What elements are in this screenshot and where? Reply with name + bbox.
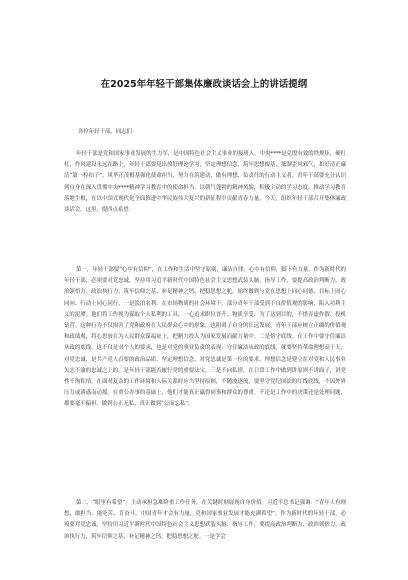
paragraph-second-point: 第二，“眼里有希望”，主动承担急难险重工作任务，在关键时刻展现自身价值。习近平总书记强调：“青年人有理想、敢担当、能吃苦、肯奋斗，中国青年才会有力量，党和国家事业发展才能充满希望”。作为新时代的年轻干部，必须要对党忠诚，坚持用习近平新时代中国特色社会主义思想武装头脑、指导工作，要提高政治判断力、政治领悟力、政治执行力，筑牢信仰之基、补足精神之钙、把稳思想之舵。一是学会 xyxy=(64,500,346,540)
document-title: 在2025年年轻干部集体廉政谈话会上的讲话提纲 xyxy=(100,79,308,90)
paragraph-first-point: 第一，年轻干部要“心中有信仰”，在工作和生活中坚守原则，廉洁自律。心中有信仰，脚下有力量。作为新时代的年轻干部，必须要对党忠诚，坚持用习近平新时代中国特色社会主义思想武装头脑，指导工作，要提高政治判断力、政治领悟力、政治执行力，筑牢信仰之基、补足精神之钙、把稳思想之舵，始终做到与党在思想上同心同德、目标上同心同向、行动上同心同行，一是淡泊名利。在市场物质的社会环境下，部分青年干部受到不良价值观的影响，陷入功利主义的泥潭。他们将工作视为谋取个人私利的工具，一心追求职位晋升、物质享受，为了达到目的，不惜弄虚作假、投机钻营。这种行为不仅损害了党和政府在人民群众心中的形象，也阻碍了自身的长远发展。青年干部应树立正确的价值观和政绩观，将心思放在为人民群众谋福祉上，把精力投入为国家发展而献力量中。二是恪守底线。在工作中要守住廉洁从政的底线，这不仅是对个人的要求，也是对党的事业负责的表现。守住廉洁从政的底线，就要坚持革命理想高于天，对党忠诚，是共产党人首要的政治品质，坚定理想信念，对党忠诚是第一位的要求。理想信念是建立在对党和人民事业矢志不渝的忠诚之上的。是年轻干部能否履行党的重要法宝，三是不向私情，在日常工作中做到讲原则不讲面子，讲党性不徇私情，在面对复杂的工作环境和人际关系时应当坚持原则，不随波逐流，要坚守党纪国法的红线底线，不因外界压力或诱惑而动摇。在重公办事的基础上，他们才能真正赢得同事和群众的尊重。不论是工作中的决策还是处理问题，都要毫不偏袒，做到公正无私、真正做到“公而忘私”。 xyxy=(64,267,346,408)
paragraph-intro: 年轻干部是党和国家事业发展的生力军，是中国特色社会主义事业的接班人。中央****是兑殷有效的铁规矩，硬杠杠，作风建设永远在路上，年轻干部要党出放好理论学习，坚定理想信念，筑牢思想根基，抵制歪风邪气，扣好清正廉洁“第一粒扣子”，风华正茂根基强化使命担当，努力在筑建动、做有理想、负责任的行动主义者。青年干部要充分认识到自身在深入贯彻中央****精神学习教育中的使命担当，以朝气蓬勃的精神风貌、积极主动的学习态度，推动学习教育落地生根，在以中国式现代化全面推进中华民族伟大复兴的新征程中贡献青春力量。今天，组织年轻干部召开集体廉政谈话会，这里，提四点希望： xyxy=(64,151,346,214)
salutation: 各位年轻干部、同志们： xyxy=(78,129,138,135)
